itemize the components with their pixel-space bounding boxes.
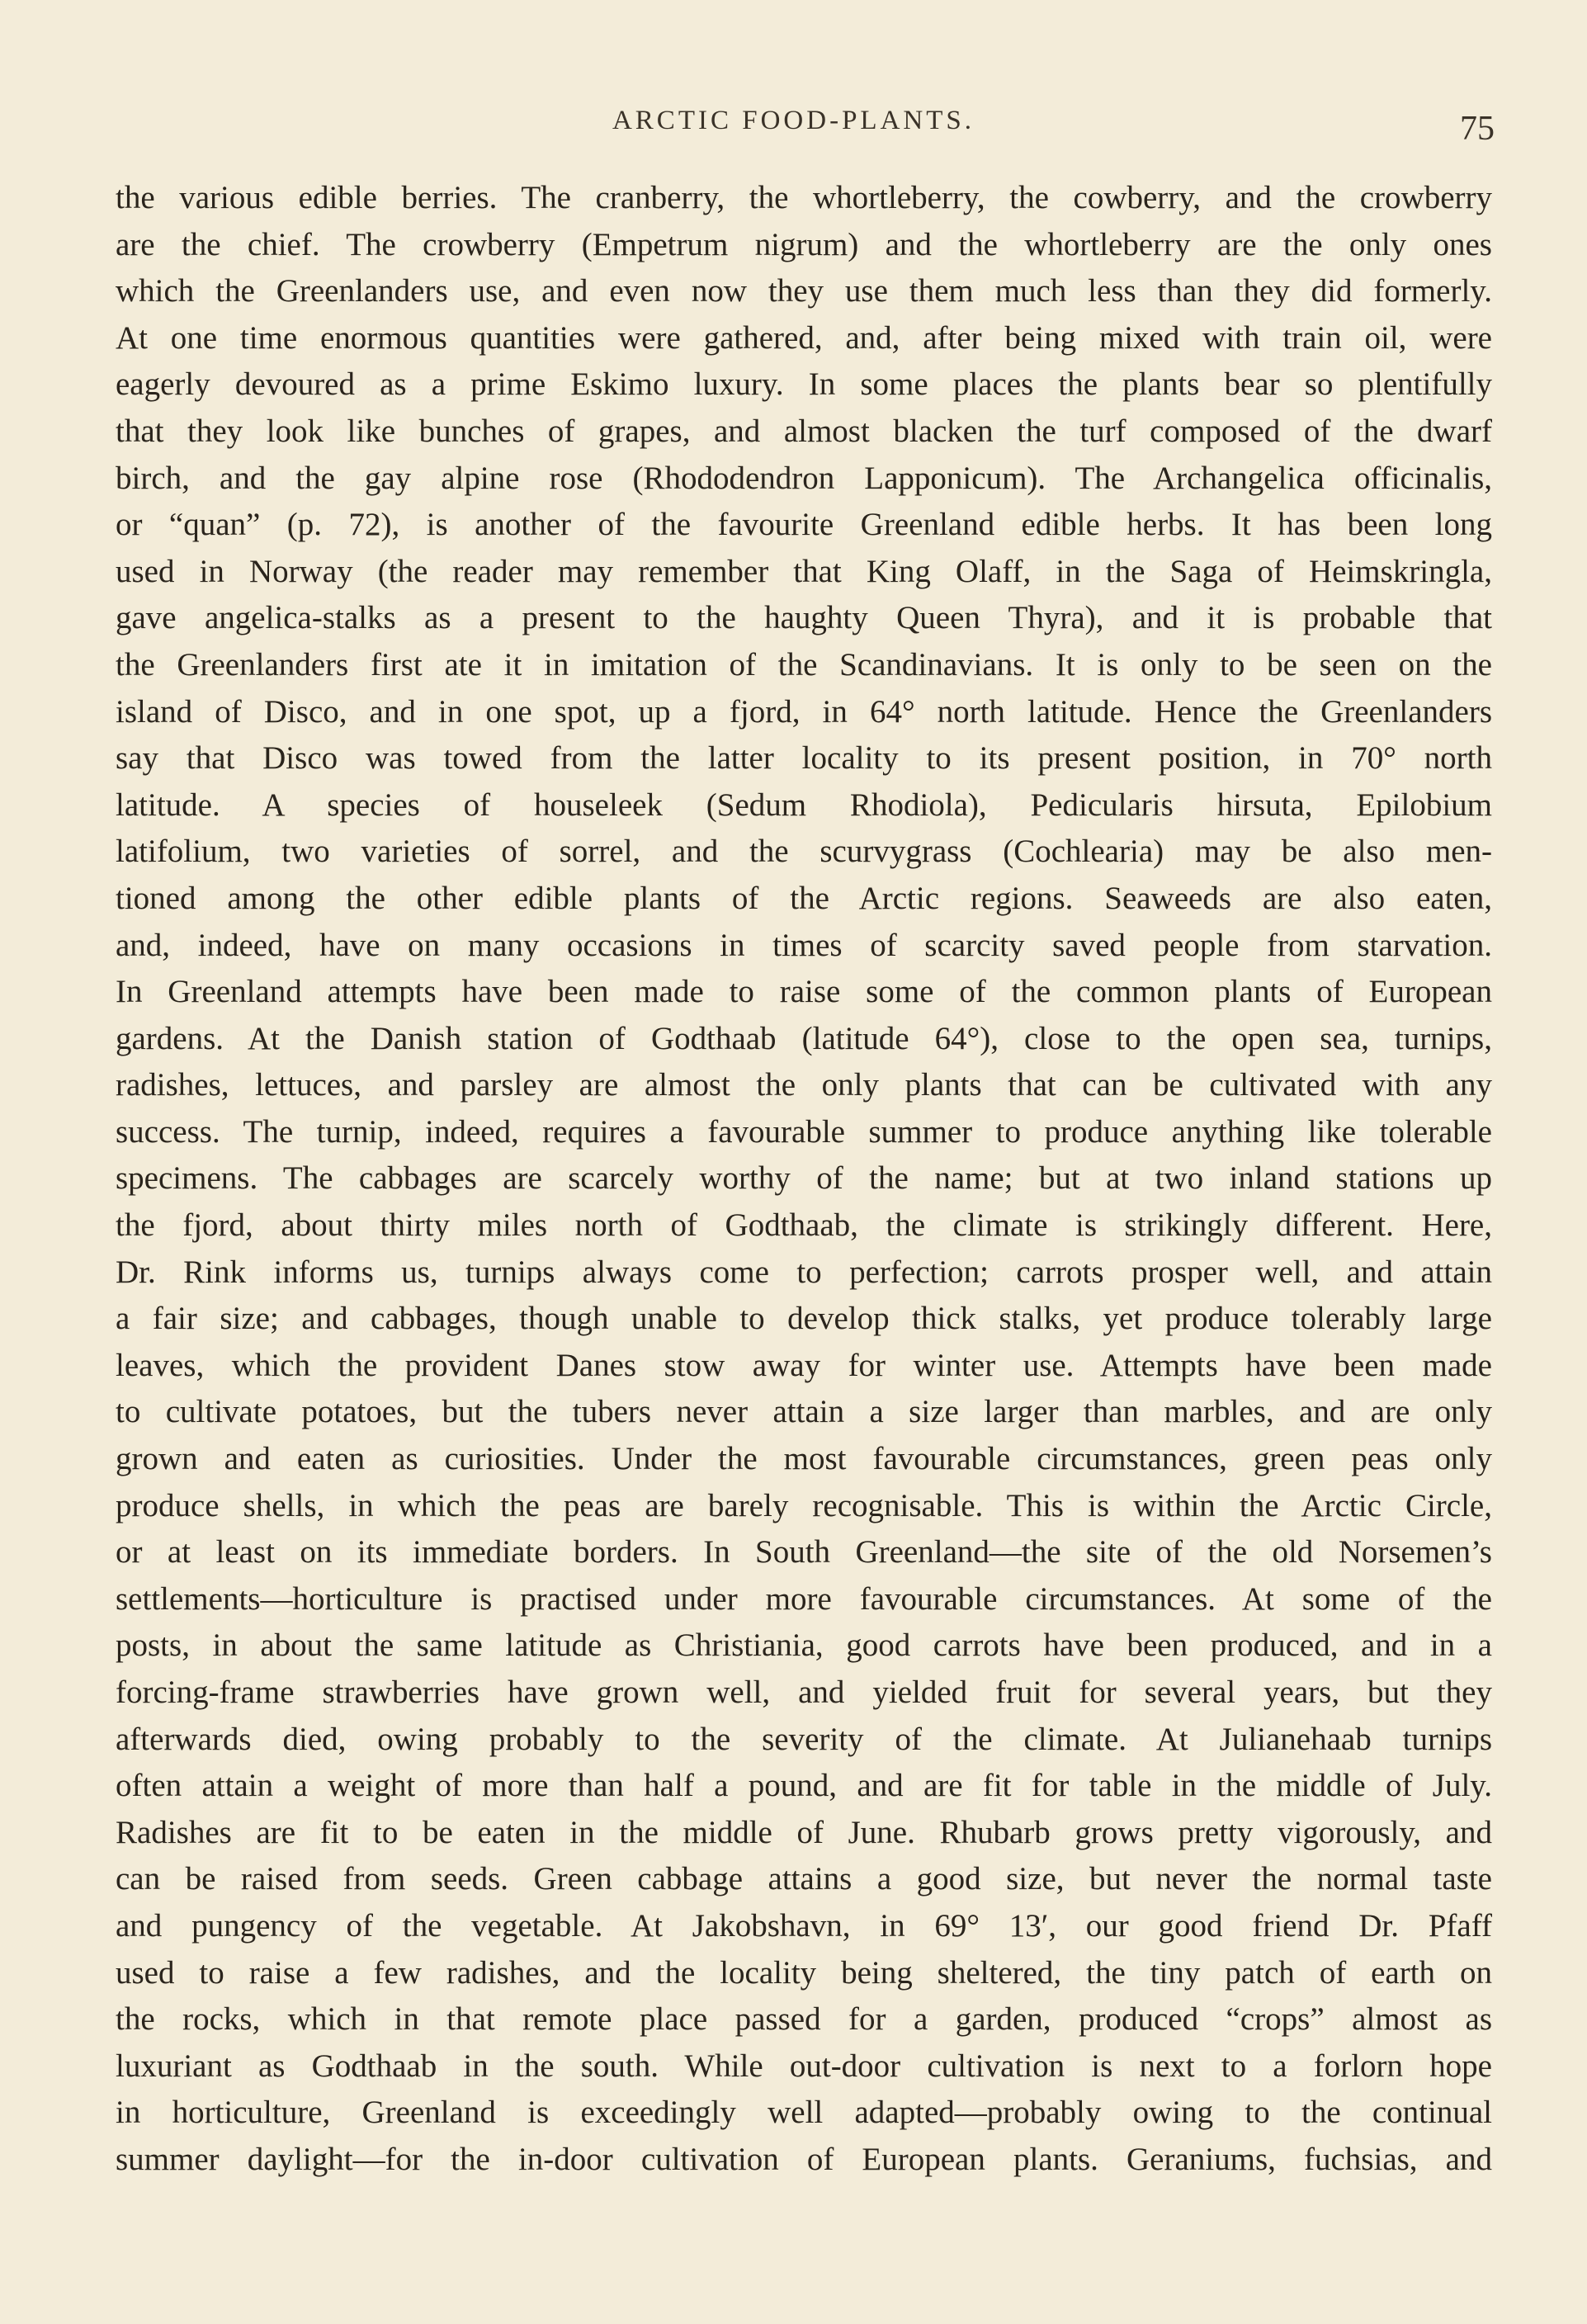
text-line: grown and eaten as curiosities. Under the most favourable circumstances, green peas only: [116, 1441, 1492, 1477]
text-line: and pungency of the vegetable. At Jakobshavn, in 69° 13′, our good friend Dr. Pfaff: [116, 1907, 1492, 1944]
text-line: Radishes are fit to be eaten in the middle of June. Rhubarb grows pretty vigorously, and: [116, 1814, 1492, 1850]
text-line: or “quan” (p. 72), is another of the favourite Greenland edible herbs. It has been long: [116, 507, 1492, 543]
text-line: gave angelica-stalks as a present to the haughty Queen Thyra), and it is probable that: [116, 600, 1492, 636]
text-line: used in Norway (the reader may remember that King Olaff, in the Saga of Heimskringla,: [116, 553, 1492, 589]
text-line: island of Disco, and in one spot, up a fjord, in 64° north latitude. Hence the Greenlanders: [116, 693, 1492, 730]
text-line: radishes, lettuces, and parsley are almost the only plants that can be cultivated with any: [116, 1067, 1492, 1103]
text-line: can be raised from seeds. Green cabbage attains a good size, but never the normal taste: [116, 1861, 1492, 1897]
page-number: 75: [1460, 110, 1495, 148]
text-line: the Greenlanders first ate it in imitation of the Scandinavians. It is only to be seen on the: [116, 646, 1492, 683]
text-line: summer daylight—for the in-door cultivation of European plants. Geraniums, fuchsias, and: [116, 2141, 1492, 2177]
text-line: used to raise a few radishes, and the locality being sheltered, the tiny patch of earth on: [116, 1954, 1492, 1991]
text-line: to cultivate potatoes, but the tubers never attain a size larger than marbles, and are only: [116, 1394, 1492, 1430]
text-line: often attain a weight of more than half a pound, and are fit for table in the middle of July.: [116, 1768, 1492, 1804]
running-title: ARCTIC FOOD-PLANTS.: [612, 106, 975, 135]
text-line: gardens. At the Danish station of Godthaab (latitude 64°), close to the open sea, turnips,: [116, 1020, 1492, 1056]
text-line: the various edible berries. The cranberry, the whortleberry, the cowberry, and the crowberry: [116, 180, 1492, 215]
text-line: specimens. The cabbages are scarcely worthy of the name; but at two inland stations up: [116, 1160, 1492, 1197]
text-line: in horticulture, Greenland is exceedingly well adapted—probably owing to the continual: [116, 2095, 1492, 2131]
text-line: posts, in about the same latitude as Christiania, good carrots have been produced, and in a: [116, 1627, 1492, 1664]
text-line: produce shells, in which the peas are barely recognisable. This is within the Arctic Circle,: [116, 1487, 1492, 1523]
body-paragraph: [116, 175, 1492, 2184]
text-line: eagerly devoured as a prime Eskimo luxury. In some places the plants bear so plentifully: [116, 366, 1492, 403]
text-line: which the Greenlanders use, and even now they use them much less than they did formerly.: [116, 273, 1492, 309]
text-line: At one time enormous quantities were gathered, and, after being mixed with train oil, were: [116, 319, 1492, 356]
text-line: birch, and the gay alpine rose (Rhododendron Lapponicum). The Archangelica officinalis,: [116, 460, 1492, 496]
text-line: a fair size; and cabbages, though unable to develop thick stalks, yet produce tolerably large: [116, 1301, 1492, 1337]
text-line: forcing-frame strawberries have grown well, and yielded fruit for several years, but they: [116, 1675, 1492, 1710]
text-line: the rocks, which in that remote place passed for a garden, produced “crops” almost as: [116, 2001, 1492, 2038]
text-line: that they look like bunches of grapes, and almost blacken the turf composed of the dwarf: [116, 413, 1492, 449]
text-line: tioned among the other edible plants of the Arctic regions. Seaweeds are also eaten,: [116, 880, 1492, 916]
text-line: say that Disco was towed from the latter locality to its present position, in 70° north: [116, 740, 1492, 777]
text-line: leaves, which the provident Danes stow away for winter use. Attempts have been made: [116, 1347, 1492, 1383]
text-line: latifolium, two varieties of sorrel, and the scurvygrass (Cochlearia) may be also men-: [116, 834, 1492, 870]
text-line: settlements—horticulture is practised under more favourable circumstances. At some of the: [116, 1580, 1492, 1617]
text-line: or at least on its immediate borders. In South Greenland—the site of the old Norsemen’s: [116, 1534, 1492, 1571]
text-line: luxuriant as Godthaab in the south. While out-door cultivation is next to a forlorn hope: [116, 2048, 1492, 2084]
text-line: are the chief. The crowberry (Empetrum nigrum) and the whortleberry are the only ones: [116, 226, 1492, 262]
text-line: latitude. A species of houseleek (Sedum Rhodiola), Pedicularis hirsuta, Epilobium: [116, 786, 1492, 823]
text-line: afterwards died, owing probably to the severity of the climate. At Julianehaab turnips: [116, 1721, 1492, 1757]
text-line: In Greenland attempts have been made to raise some of the common plants of European: [116, 974, 1492, 1010]
text-line: Dr. Rink informs us, turnips always come to perfection; carrots prosper well, and attain: [116, 1254, 1492, 1290]
text-line: success. The turnip, indeed, requires a favourable summer to produce anything like tolerable: [116, 1113, 1492, 1150]
text-line: the fjord, about thirty miles north of Godthaab, the climate is strikingly different. Here,: [116, 1207, 1492, 1244]
text-line: and, indeed, have on many occasions in times of scarcity saved people from starvation.: [116, 927, 1492, 963]
running-head: [0, 97, 1587, 147]
